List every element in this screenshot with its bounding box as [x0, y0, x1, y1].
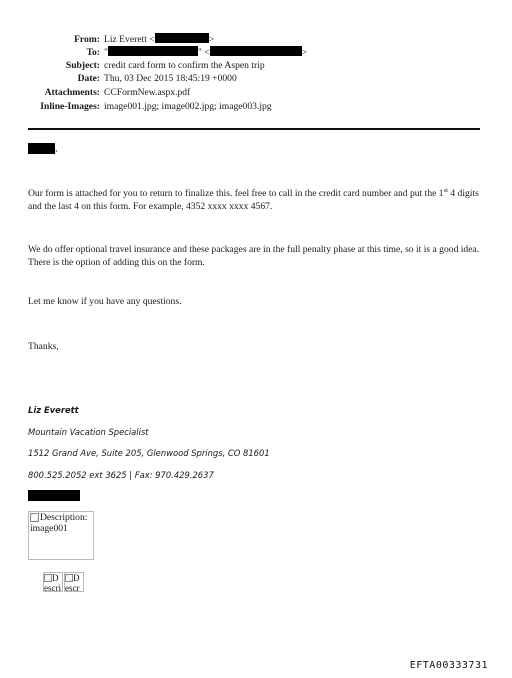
from-value: Liz Everett < > [104, 34, 215, 45]
broken-image-icon [44, 574, 52, 582]
inline-images-label: Inline-Images: [40, 101, 100, 112]
signature-title: Mountain Vacation Specialist [28, 427, 149, 437]
broken-image-icon [30, 513, 39, 522]
inline-image-placeholder [28, 511, 94, 560]
redaction-bar [155, 33, 209, 43]
subject-value: credit card form to confirm the Aspen trip [104, 60, 265, 71]
signature-phone: 800.525.2052 ext 3625 | Fax: 970.429.2637 [28, 470, 214, 480]
date-label: Date: [77, 73, 100, 84]
image-alt-text: image001 [30, 523, 68, 534]
header-subject [0, 59, 512, 72]
image-alt-text: Description: [40, 512, 88, 523]
body-paragraph-1: Our form is attached for you to return to finalize this. feel free to call in the credit card number and put the 1st 4 digits and the last 4 on this form. For example, 4352 xxxx xxxx 4567. [28, 187, 479, 212]
attachments-label: Attachments: [44, 87, 100, 98]
redaction-bar [28, 143, 55, 154]
header-date [0, 72, 512, 85]
header-to [0, 46, 512, 59]
signature-name: Liz Everett [28, 405, 79, 415]
to-value: " " < > [104, 47, 308, 58]
greeting-punctuation: , [55, 143, 58, 154]
body-paragraph-3: Let me know if you have any questions. [28, 296, 182, 307]
body-paragraph-4: Thanks, [28, 341, 59, 352]
header-from [0, 33, 512, 46]
to-label: To: [86, 47, 100, 58]
redaction-bar [28, 490, 80, 501]
attachments-value: CCFormNew.aspx.pdf [104, 87, 191, 98]
header-inline-images [0, 100, 512, 113]
inline-image-placeholder [64, 572, 84, 592]
header-attachments [0, 86, 512, 99]
subject-label: Subject: [65, 60, 100, 71]
inline-image-placeholder [43, 572, 63, 592]
bates-number: EFTA00333731 [409, 660, 488, 671]
date-value: Thu, 03 Dec 2015 18:45:19 +0000 [104, 73, 237, 84]
broken-image-icon [65, 574, 73, 582]
body-paragraph-2: We do offer optional travel insurance and these packages are in the full penalty phase at this time, so it is a good idea. There is the option of adding this on the form. [28, 244, 480, 268]
redaction-bar [108, 46, 198, 56]
image-alt-text: D escr [65, 573, 80, 592]
image-alt-text: D escri [44, 573, 61, 592]
signature-address: 1512 Grand Ave, Suite 205, Glenwood Springs, CO 81601 [28, 448, 270, 458]
inline-images-value: image001.jpg; image002.jpg; image003.jpg [104, 101, 272, 112]
from-label: From: [74, 34, 100, 45]
redaction-bar [210, 46, 302, 56]
header-divider [28, 128, 480, 130]
